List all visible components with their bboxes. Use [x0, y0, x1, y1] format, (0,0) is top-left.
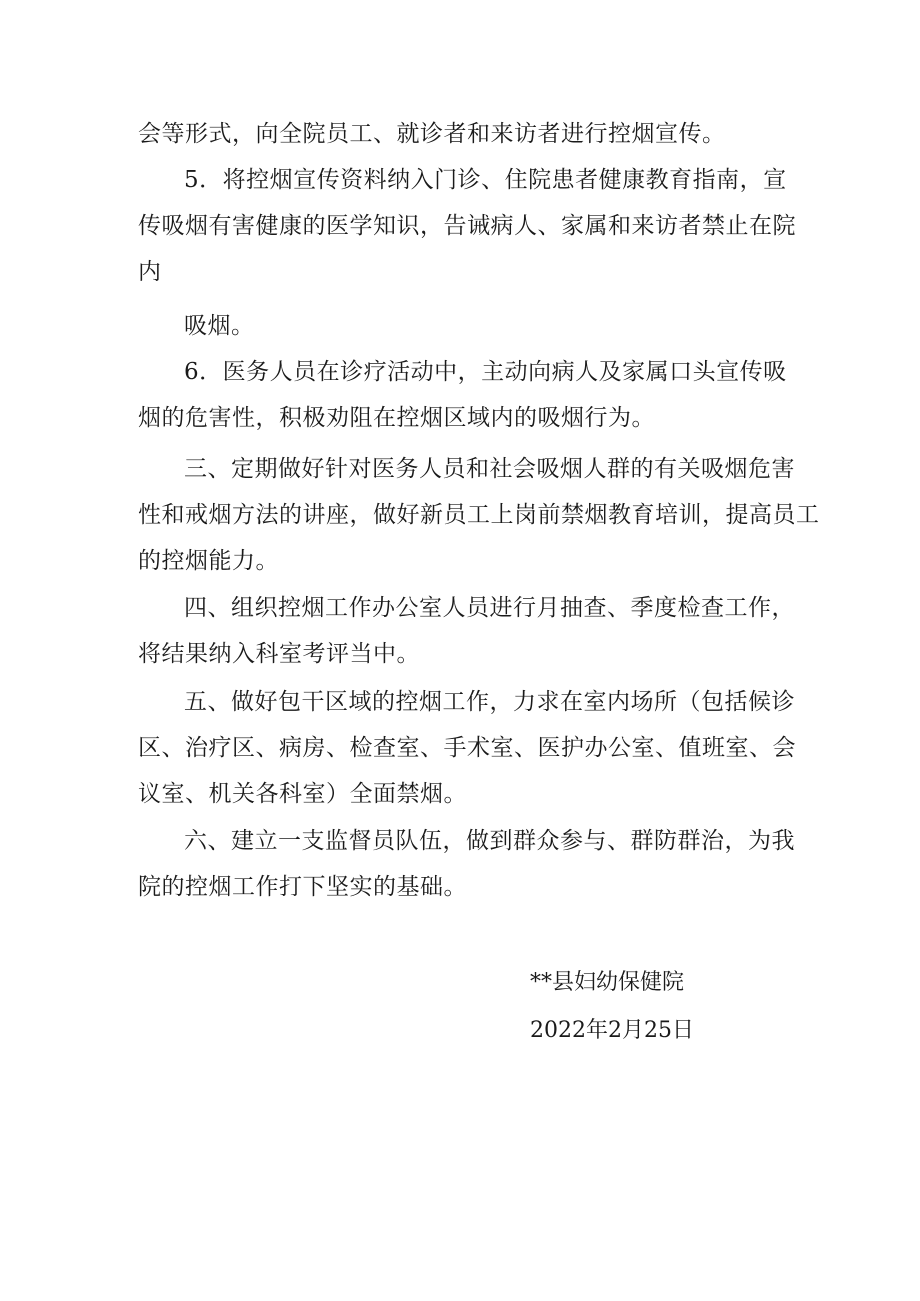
- paragraph-section-6: [138, 818, 798, 910]
- text-line: 5．将控烟宣传资料纳入门诊、住院患者健康教育指南，宣: [184, 167, 787, 193]
- paragraph-item-5-tail: [138, 303, 798, 349]
- signature-date: 2022年2月25日: [530, 1018, 694, 1043]
- text-line: 区、治疗区、病房、检查室、手术室、医护办公室、值班室、会: [138, 735, 796, 761]
- text-line: 性和戒烟方法的讲座，做好新员工上岗前禁烟教育培训，提高员工: [138, 502, 820, 528]
- paragraph-continuation: [138, 111, 798, 157]
- text-line: 内: [138, 259, 162, 285]
- text-line: 6．医务人员在诊疗活动中，主动向病人及家属口头宣传吸: [184, 359, 787, 385]
- text-line: 议室、机关各科室）全面禁烟。: [138, 781, 467, 807]
- text-line: 将结果纳入科室考评当中。: [138, 641, 420, 667]
- text-line: 传吸烟有害健康的医学知识，告诫病人、家属和来访者禁止在院: [138, 213, 796, 239]
- text-line: 四、组织控烟工作办公室人员进行月抽查、季度检查工作，: [184, 595, 795, 621]
- text-line: 院的控烟工作打下坚实的基础。: [138, 874, 467, 900]
- text-line: 的控烟能力。: [138, 548, 279, 574]
- paragraph-section-3: [138, 446, 820, 584]
- text-line: 三、定期做好针对医务人员和社会吸烟人群的有关吸烟危害: [184, 456, 795, 482]
- paragraph-section-5: [138, 679, 798, 817]
- text-line: 烟的危害性，积极劝阻在控烟区域内的吸烟行为。: [138, 405, 655, 431]
- text-line: 六、建立一支监督员队伍，做到群众参与、群防群治，为我: [184, 828, 795, 854]
- paragraph-item-5: [138, 157, 798, 295]
- paragraph-item-6: [138, 349, 798, 441]
- signature-organization: **县妇幼保健院: [530, 970, 685, 995]
- text-line: 会等形式，向全院员工、就诊者和来访者进行控烟宣传。: [138, 121, 726, 147]
- text-line: 五、做好包干区域的控烟工作，力求在室内场所（包括候诊: [184, 689, 795, 715]
- paragraph-section-4: [138, 585, 798, 677]
- text-line: 吸烟。: [184, 313, 255, 339]
